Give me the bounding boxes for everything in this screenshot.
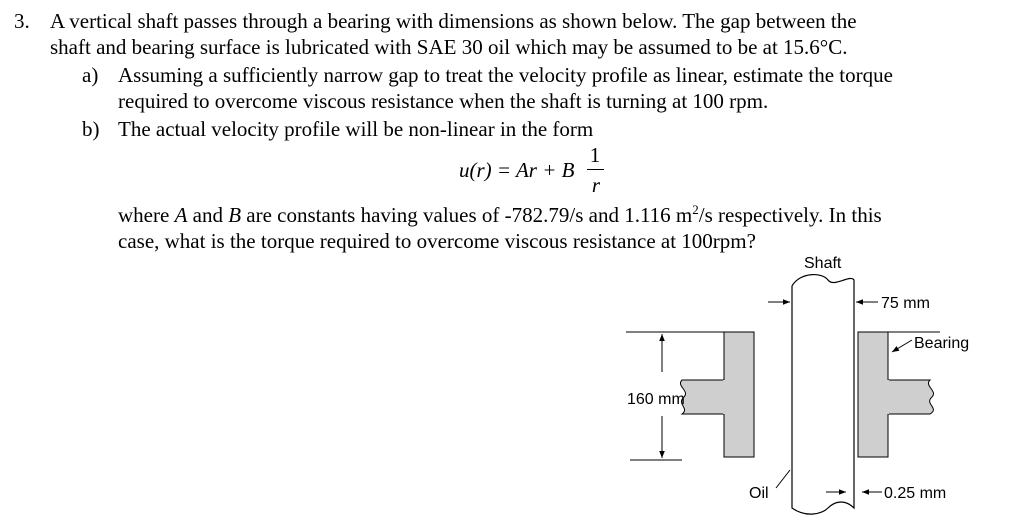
part-b-line-2-values: are constants having values of -782.79/s and 1.116 m (241, 203, 693, 227)
part-a-label: a) (82, 63, 99, 87)
gap-label: 0.25 mm (884, 485, 947, 502)
shaft (792, 275, 854, 514)
equation-lhs: u(r) = Ar + B (459, 158, 575, 182)
equation-denominator: r (591, 173, 601, 197)
part-b-line-2 (118, 202, 882, 228)
constant-a: A (174, 203, 188, 227)
problem-number: 3. (14, 9, 30, 33)
part-b-line-3: case, what is the torque required to overcome viscous resistance at 100rpm? (118, 229, 756, 253)
part-b-line-2-and: and (187, 203, 229, 227)
constant-b: B (228, 203, 242, 227)
diameter-label: 75 mm (881, 295, 930, 312)
equation-numerator: 1 (589, 143, 601, 167)
part-a-line-1: Assuming a sufficiently narrow gap to treat the velocity profile as linear, estimate the torque (118, 63, 893, 87)
fraction-bar (587, 169, 604, 170)
superscript-2: 2 (692, 202, 699, 217)
part-b-label: b) (82, 117, 100, 141)
right-bearing-flange (888, 380, 934, 414)
right-bearing-vertical (858, 332, 888, 457)
bearing-diagram (600, 252, 990, 532)
part-a-line-2: required to overcome viscous resistance when the shaft is turning at 100 rpm. (118, 89, 769, 113)
bearing-pointer (892, 340, 912, 352)
part-b-line-1: The actual velocity profile will be non-linear in the form (118, 117, 594, 141)
oil-label: Oil (749, 485, 769, 502)
part-b-line-2-where: where (118, 203, 175, 227)
left-bearing-vertical (724, 332, 754, 457)
part-b-line-2-end: /s respectively. In this (698, 203, 882, 227)
left-bearing-flange (680, 380, 724, 414)
shaft-label: Shaft (804, 255, 842, 272)
oil-pointer (776, 470, 790, 488)
length-label: 160 mm (627, 391, 685, 408)
intro-line-1: A vertical shaft passes through a bearing with dimensions as shown below. The gap between the (50, 9, 857, 33)
bearing-label: Bearing (914, 335, 970, 352)
intro-line-2: shaft and bearing surface is lubricated with SAE 30 oil which may be assumed to be at 15.6°C. (50, 35, 848, 59)
